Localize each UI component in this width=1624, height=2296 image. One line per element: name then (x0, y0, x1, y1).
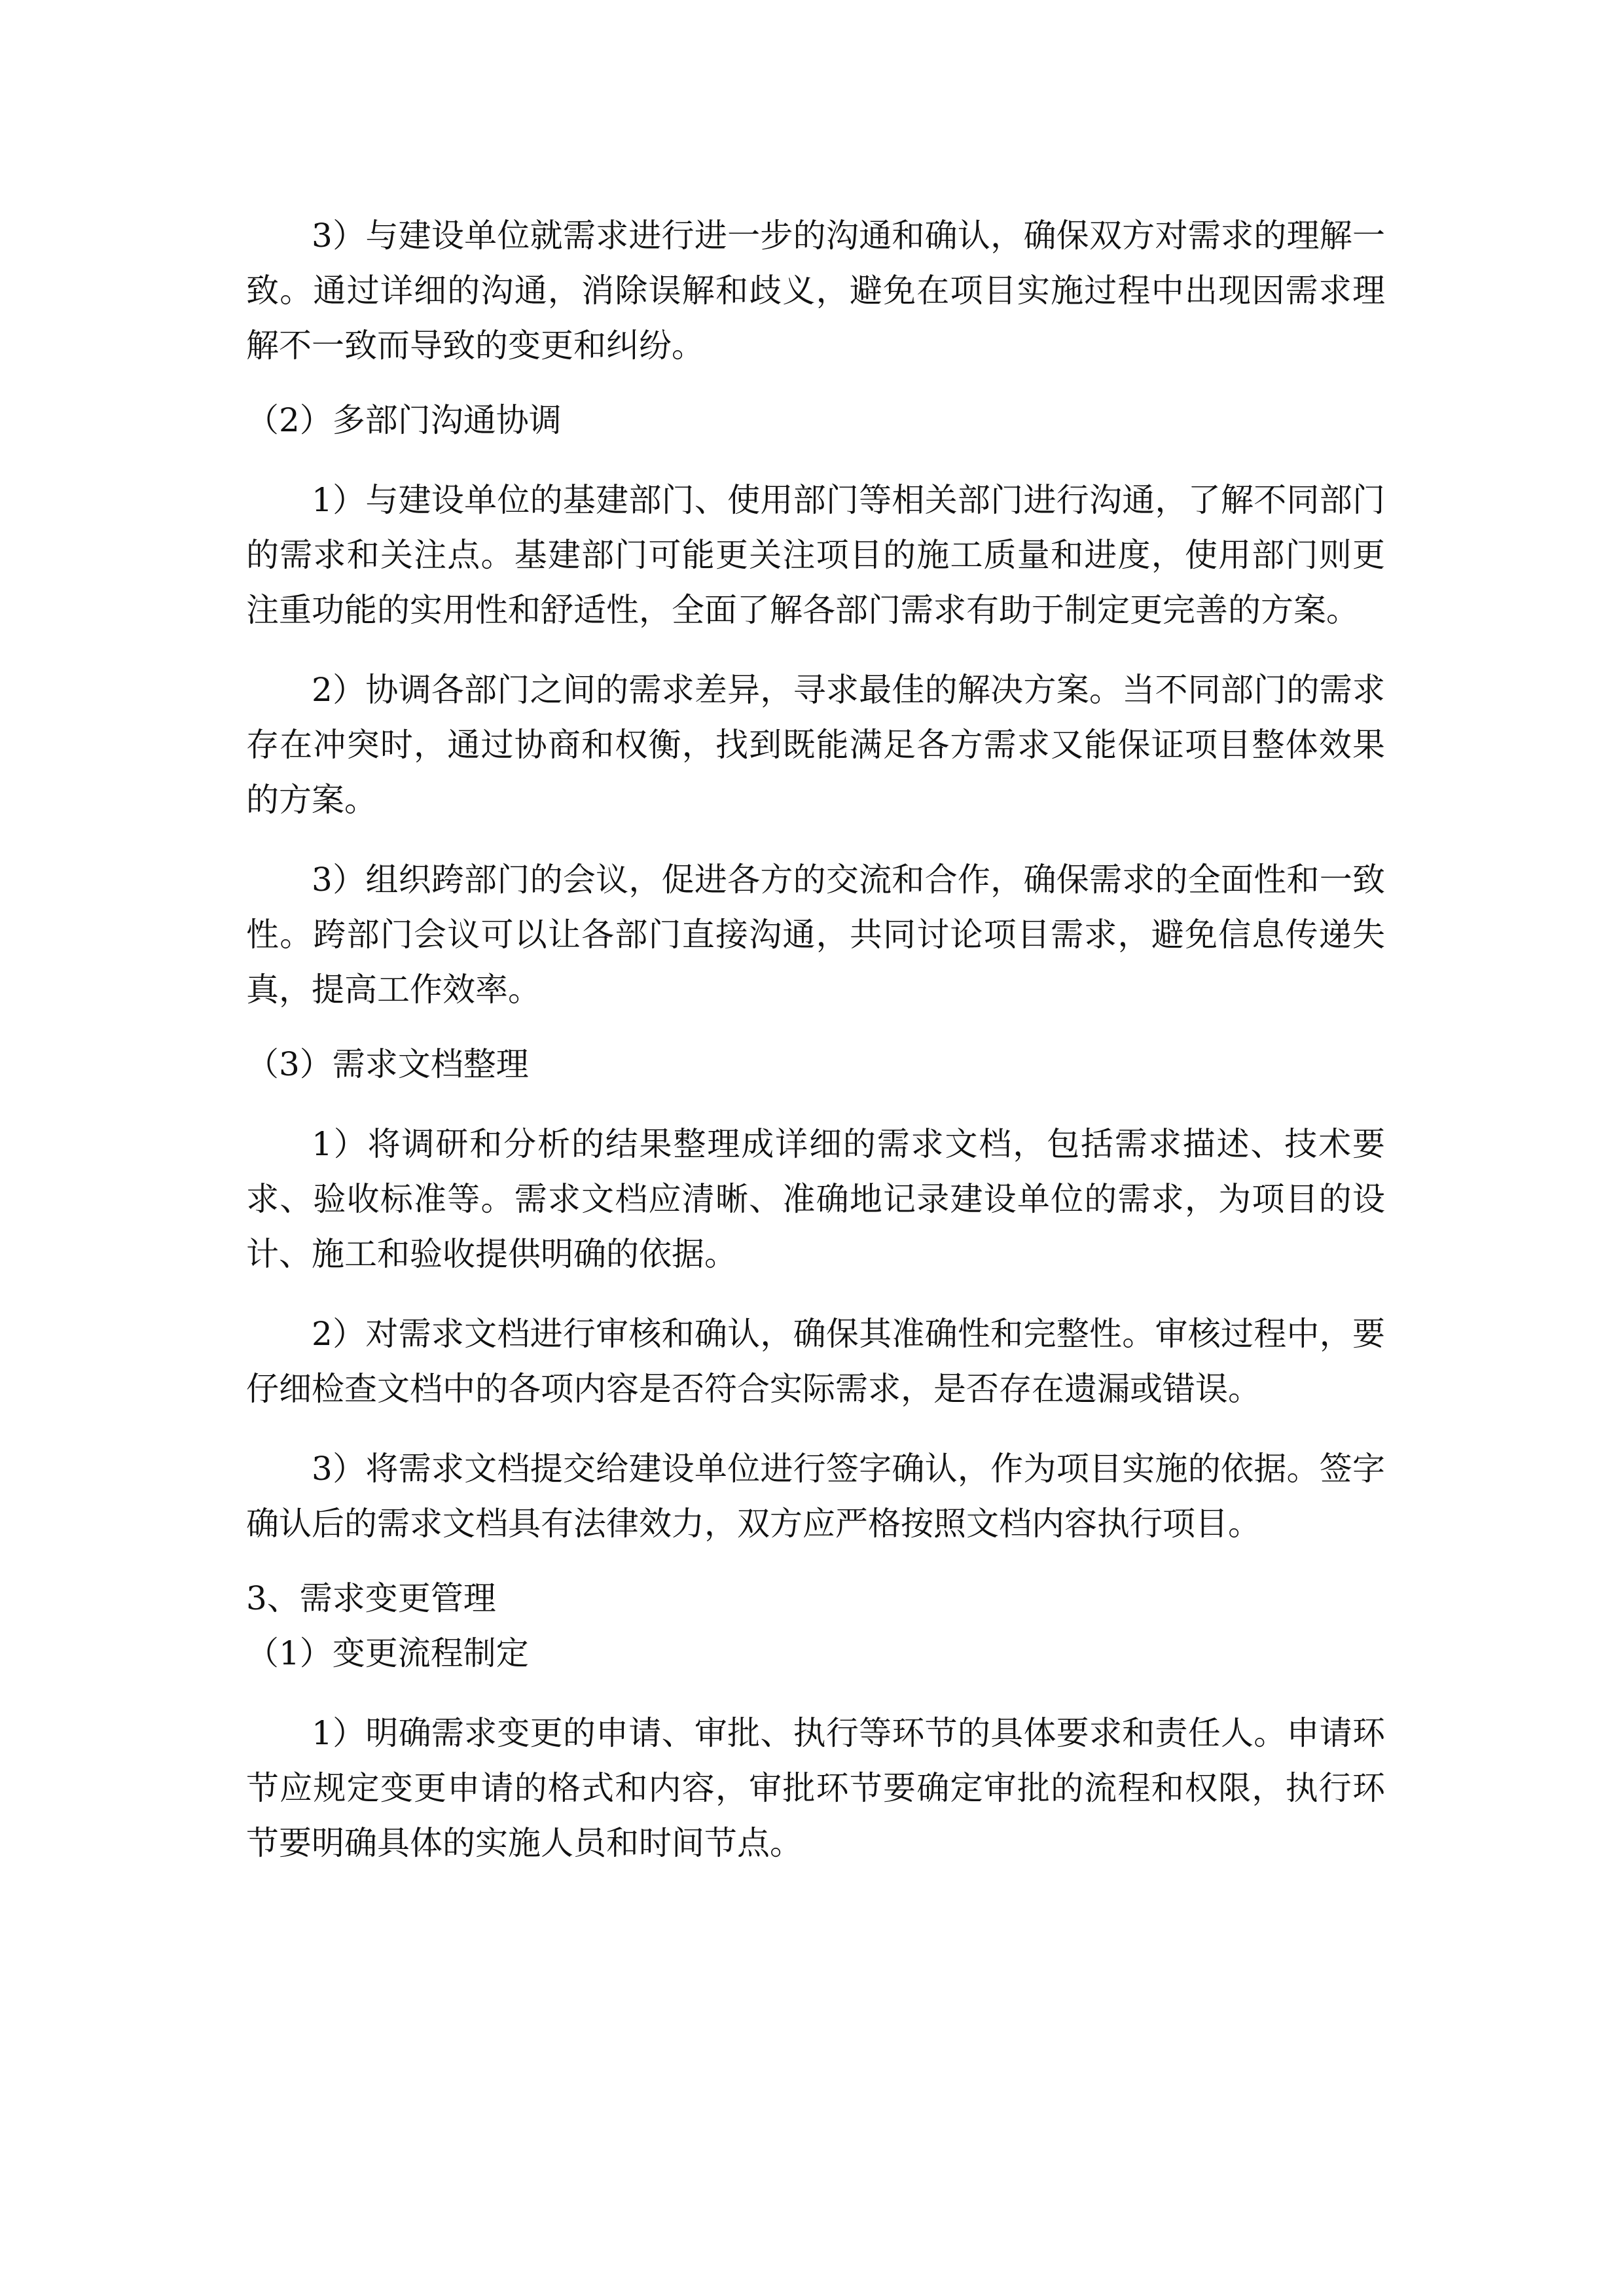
paragraph-department-communication: 1）与建设单位的基建部门、使用部门等相关部门进行沟通，了解不同部门的需求和关注点。基建部门可能更关注项目的施工质量和进度，使用部门则更注重功能的实用性和舒适性，全面了解各部门需求有助于制定更完善的方案。 (246, 481, 1385, 629)
paragraph-requirement-confirmation: 3）与建设单位就需求进行进一步的沟通和确认，确保双方对需求的理解一致。通过详细的沟通，消除误解和歧义，避免在项目实施过程中出现因需求理解不一致而导致的变更和纠纷。 (246, 217, 1385, 365)
paragraph-sign-documents: 3）将需求文档提交给建设单位进行签字确认，作为项目实施的依据。签字确认后的需求文档具有法律效力，双方应严格按照文档内容执行项目。 (246, 1450, 1385, 1543)
section-heading-change-management: 3、需求变更管理 (246, 1579, 496, 1617)
document-body (246, 208, 1385, 1871)
section-heading-multi-department-coordination: （2）多部门沟通协调 (246, 401, 562, 439)
section-heading-change-process: （1）变更流程制定 (246, 1634, 529, 1672)
paragraph-compile-documents: 1）将调研和分析的结果整理成详细的需求文档，包括需求描述、技术要求、验收标准等。需求文档应清晰、准确地记录建设单位的需求，为项目的设计、施工和验收提供明确的依据。 (246, 1125, 1385, 1273)
paragraph-change-steps: 1）明确需求变更的申请、审批、执行等环节的具体要求和责任人。申请环节应规定变更申请的格式和内容，审批环节要确定审批的流程和权限，执行环节要明确具体的实施人员和时间节点。 (246, 1714, 1385, 1862)
paragraph-cross-department-meeting: 3）组织跨部门的会议，促进各方的交流和合作，确保需求的全面性和一致性。跨部门会议可以让各部门直接沟通，共同讨论项目需求，避免信息传递失真，提高工作效率。 (246, 861, 1385, 1009)
paragraph-review-documents: 2）对需求文档进行审核和确认，确保其准确性和完整性。审核过程中，要仔细检查文档中的各项内容是否符合实际需求，是否存在遗漏或错误。 (246, 1315, 1385, 1408)
paragraph-resolve-differences: 2）协调各部门之间的需求差异，寻求最佳的解决方案。当不同部门的需求存在冲突时，通过协商和权衡，找到既能满足各方需求又能保证项目整体效果的方案。 (246, 671, 1385, 819)
section-heading-requirement-documents: （3）需求文档整理 (246, 1045, 529, 1083)
